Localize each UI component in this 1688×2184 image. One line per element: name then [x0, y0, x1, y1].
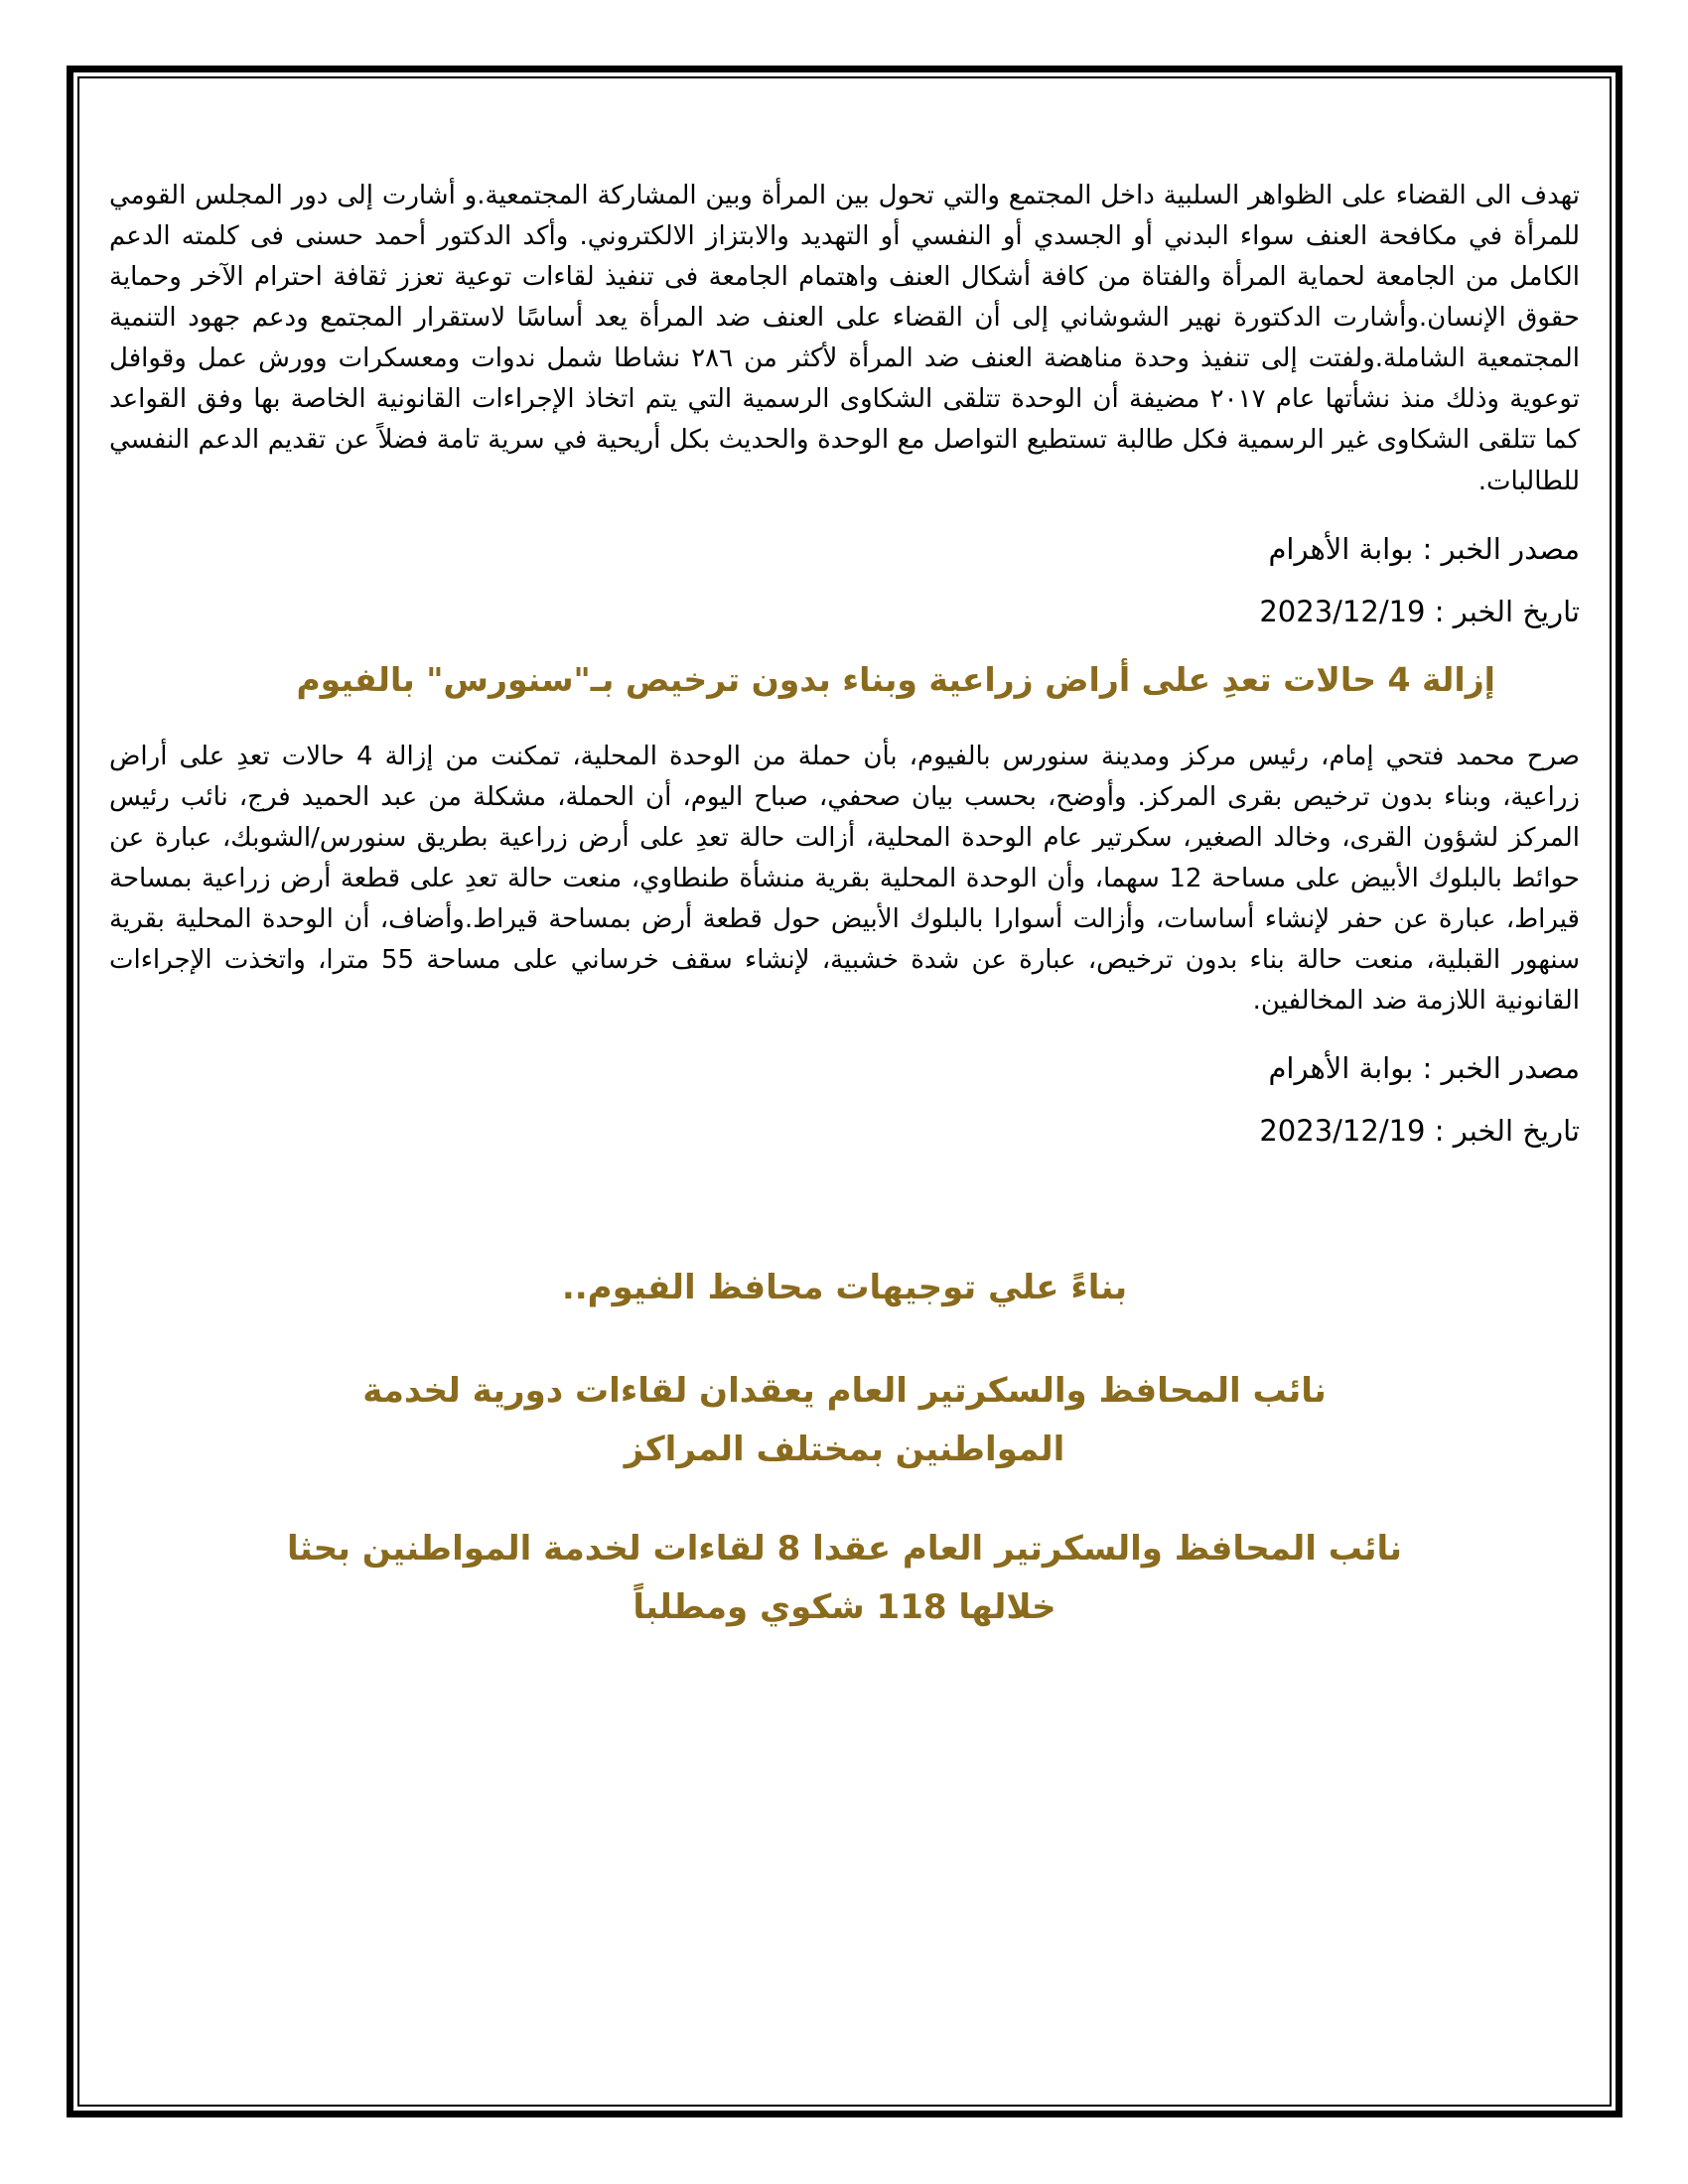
page-border-inner-line — [77, 76, 1612, 2107]
article3-sub-headline: نائب المحافظ والسكرتير العام عقدا 8 لقاءات لخدمة المواطنين بحثا خلالها 118 شكوي ومطلباً — [286, 1528, 1403, 1628]
page-border — [67, 66, 1622, 2117]
article2-headline: إزالة 4 حالات تعدِ على أراض زراعية وبناء بدون ترخيص بـ"سنورس" بالفيوم — [296, 659, 1495, 699]
article1-body-paragraph: تهدف الى القضاء على الظواهر السلبية داخل المجتمع والتي تحول بين المرأة وبين المشاركة المجتمعية.و أشارت إلى دور المجلس القومي للمرأة في مكافحة العنف سواء البدني أو الجسدي أو النفسي أو التهديد والابتزاز الالكتروني. وأكد الدكتور أحمد حسنى فى كلمته الدعم الكامل من الجامعة لحماية المرأة والفتاة من كافة أشكال العنف واهتمام الجامعة فى تنفيذ لقاءات توعية تعزز ثقافة احترام الآخر وحماية حقوق الإنسان.وأشارت الدكتورة نهير الشوشاني إلى أن القضاء على العنف ضد المرأة يعد أساسًا لاستقرار المجتمع ودعم جهود التنمية المجتمعية الشاملة.ولفتت إلى تنفيذ وحدة مناهضة العنف ضد المرأة لأكثر من ٢٨٦ نشاطا شمل ندوات ومعسكرات وورش عمل وقوافل توعوية وذلك منذ نشأتها عام ٢٠١٧ مضيفة أن الوحدة تتلقى الشكاوى الرسمية التي يتم اتخاذ الإجراءات القانونية الخاصة بها وفق القواعد كما تتلقى الشكاوى غير الرسمية فكل طالبة تستطيع التواصل مع الوحدة والحديث بكل أريحية في سرية تامة فضلاً عن تقديم الدعم النفسي للطالبات. — [109, 181, 1580, 496]
article3-kicker-headline: بناءً علي توجيهات محافظ الفيوم.. — [561, 1268, 1128, 1308]
article1-date-line: تاريخ الخبر : 2023/12/19 — [1259, 594, 1580, 628]
article2-body-paragraph: صرح محمد فتحي إمام، رئيس مركز ومدينة سنورس بالفيوم، بأن حملة من الوحدة المحلية، تمكنت من إزالة 4 حالات تعدِ على أراض زراعية، وبناء بدون ترخيص بقرى المركز. وأوضح، بحسب بيان صحفي، صباح اليوم، أن الحملة، مشكلة من عبد الحميد فرج، نائب رئيس المركز لشؤون القرى، وخالد الصغير، سكرتير عام الوحدة المحلية، أزالت حالة تعدِ على أرض زراعية بطريق سنورس/الشوبك، عبارة عن حوائط بالبلوك الأبيض على مساحة 12 سهما، وأن الوحدة المحلية بقرية منشأة طنطاوي، منعت حالة تعدِ على قطعة أرض زراعية بمساحة قيراط، عبارة عن حفر لإنشاء أساسات، وأزالت أسوارا بالبلوك الأبيض حول قطعة أرض بمساحة قيراط.وأضاف، أن الوحدة المحلية بقرية سنهور القبلية، منعت حالة بناء بدون ترخيص، عبارة عن شدة خشبية، لإنشاء سقف خرساني على مساحة 55 مترا، واتخذت الإجراءات القانونية اللازمة ضد المخالفين. — [109, 741, 1580, 1017]
article2-date-line: تاريخ الخبر : 2023/12/19 — [1259, 1114, 1580, 1149]
article1-source-line: مصدر الخبر : بوابة الأهرام — [1268, 531, 1580, 566]
article2-source-line: مصدر الخبر : بوابة الأهرام — [1268, 1051, 1580, 1086]
page-content — [109, 78, 1580, 2105]
article3-main-headline: نائب المحافظ والسكرتير العام يعقدان لقاءات دورية لخدمة المواطنين بمختلف المراكز — [362, 1370, 1327, 1470]
